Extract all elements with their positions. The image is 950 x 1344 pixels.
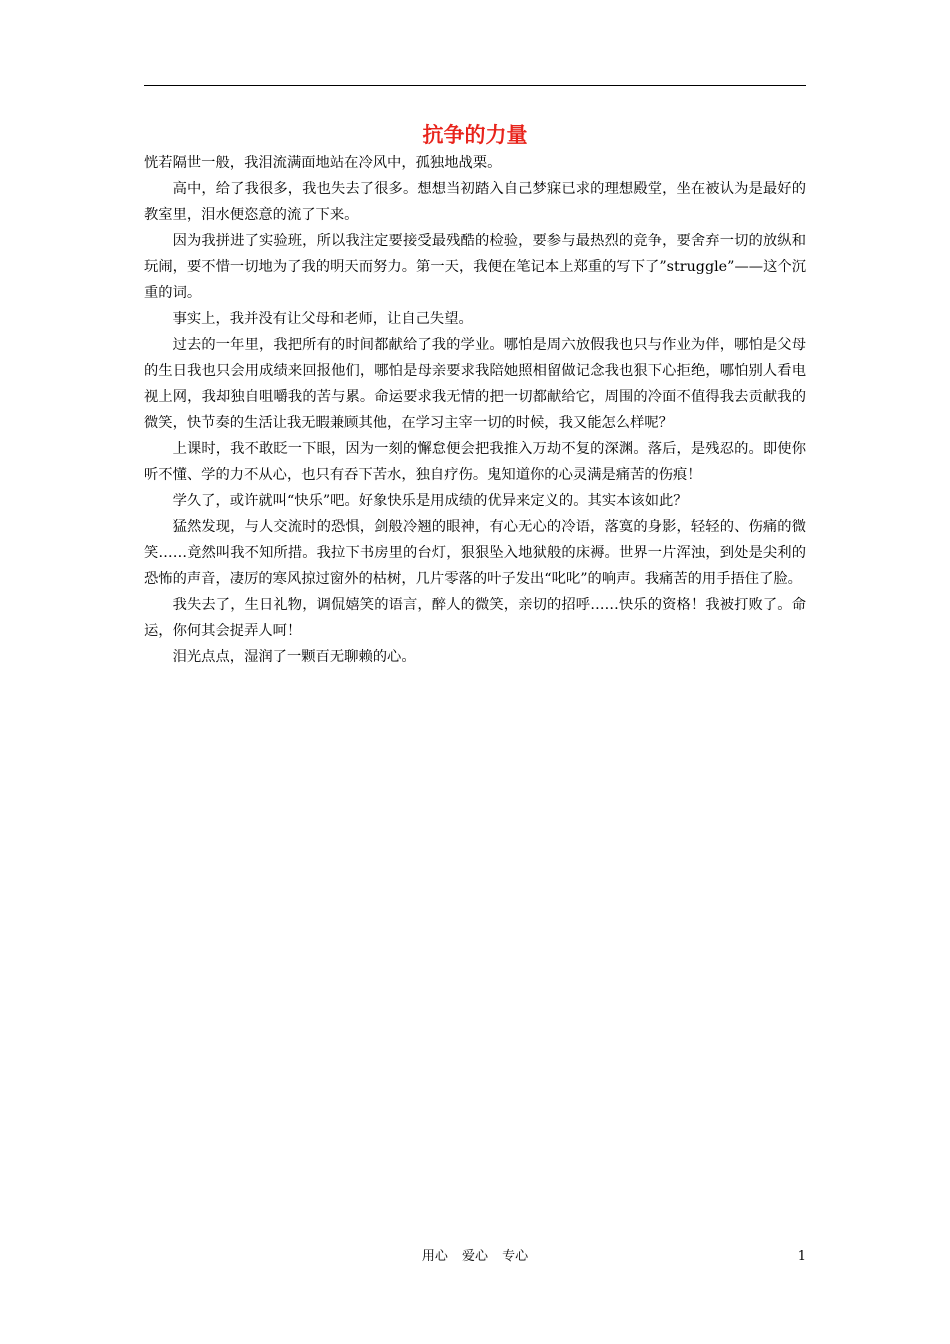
footer-word: 爱心 <box>461 1249 488 1264</box>
paragraph: 我失去了，生日礼物，调侃嬉笑的语言，醉人的微笑，亲切的招呼……快乐的资格！我被打败了。命运，你何其会捉弄人呵！ <box>144 597 806 639</box>
paragraph: 事实上，我并没有让父母和老师，让自己失望。 <box>172 311 473 327</box>
paragraph: 过去的一年里，我把所有的时间都献给了我的学业。哪怕是周六放假我也只与作业为伴，哪怕是父母的生日我也只会用成绩来回报他们，哪怕是母亲要求我陪她照相留做记念我也狠下心拒绝，哪怕别人看电视上网，我却独自咀嚼我的苦与累。命运要求我无情的把一切都献给它，周围的冷面不值得我去贡献我的微笑，快节奏的生活让我无暇兼顾其他，在学习主宰一切的时候，我又能怎么样呢？ <box>144 337 806 431</box>
paragraph: 因为我拼进了实验班，所以我注定要接受最残酷的检验，要参与最热烈的竞争，要舍弃一切的放纵和玩闹，要不惜一切地为了我的明天而努力。第一天，我便在笔记本上郑重的写下了”struggle”——这个沉重的词。 <box>144 233 806 301</box>
footer-word: 专心 <box>502 1249 529 1264</box>
paragraph: 猛然发现，与人交流时的恐惧，剑般冷翘的眼神，有心无心的冷语，落寞的身影，轻轻的、伤痛的微笑……竟然叫我不知所措。我拉下书房里的台灯，狠狠坠入地狱般的床褥。世界一片浑浊，到处是尖利的恐怖的声音，凄厉的寒风掠过窗外的枯树，几片零落的叶子发出“叱叱”的响声。我痛苦的用手捂住了脸。 <box>144 519 806 587</box>
header-rule <box>144 85 806 86</box>
paragraph: 泪光点点，湿润了一颗百无聊赖的心。 <box>172 649 416 665</box>
page-number: 1 <box>797 1249 806 1264</box>
footer-word: 用心 <box>421 1249 448 1264</box>
paragraph: 恍若隔世一般，我泪流满面地站在冷风中，孤独地战栗。 <box>144 155 502 171</box>
document-title: 抗争的力量 <box>422 122 528 147</box>
page-footer <box>0 1248 950 1266</box>
paragraph: 学久了，或许就叫“快乐”吧。好象快乐是用成绩的优异来定义的。其实本该如此？ <box>172 493 688 509</box>
document-body <box>144 150 806 670</box>
paragraph: 上课时，我不敢眨一下眼，因为一刻的懈怠便会把我推入万劫不复的深渊。落后，是残忍的。即使你听不懂、学的力不从心，也只有吞下苦水，独自疗伤。鬼知道你的心灵满是痛苦的伤痕！ <box>144 441 806 483</box>
paragraph: 高中，给了我很多，我也失去了很多。想想当初踏入自己梦寐已求的理想殿堂，坐在被认为是最好的教室里，泪水便恣意的流了下来。 <box>144 181 806 223</box>
